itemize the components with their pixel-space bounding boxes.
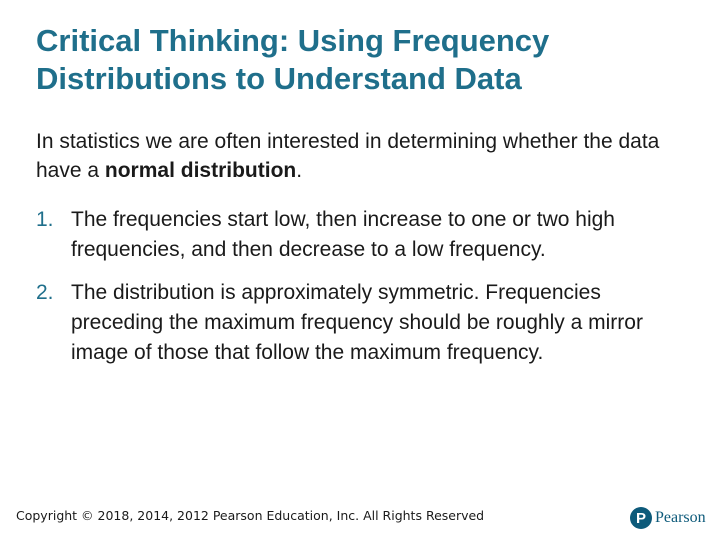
pearson-logo-text: Pearson xyxy=(655,509,706,526)
copyright-notice: Copyright © 2018, 2014, 2012 Pearson Education, Inc. All Rights Reserved xyxy=(16,508,485,523)
intro-period: . xyxy=(296,159,303,182)
title-line-2: Distributions to Understand Data xyxy=(36,61,522,96)
intro-paragraph xyxy=(36,127,676,185)
intro-bold-term: normal distribution xyxy=(104,159,297,182)
pearson-logo-icon: P xyxy=(630,507,652,529)
slide-title xyxy=(36,22,696,98)
list-item xyxy=(36,205,696,265)
list-item-text: The distribution is approximately symmetric. Frequencies preceding the maximum frequency should be roughly a mirror image of those that follow the maximum frequency. xyxy=(71,281,643,364)
pearson-logo xyxy=(630,506,706,530)
list-item-number: 2. xyxy=(36,281,54,304)
title-line-1: Critical Thinking: Using Frequency xyxy=(36,23,550,58)
list-item-text: The frequencies start low, then increase to one or two high frequencies, and then decrease to a low frequency. xyxy=(71,208,615,261)
criteria-list xyxy=(36,205,696,368)
list-item-number: 1. xyxy=(36,208,54,231)
list-item xyxy=(36,278,696,368)
intro-text: In statistics we are often interested in determining whether the data have a xyxy=(36,130,660,182)
